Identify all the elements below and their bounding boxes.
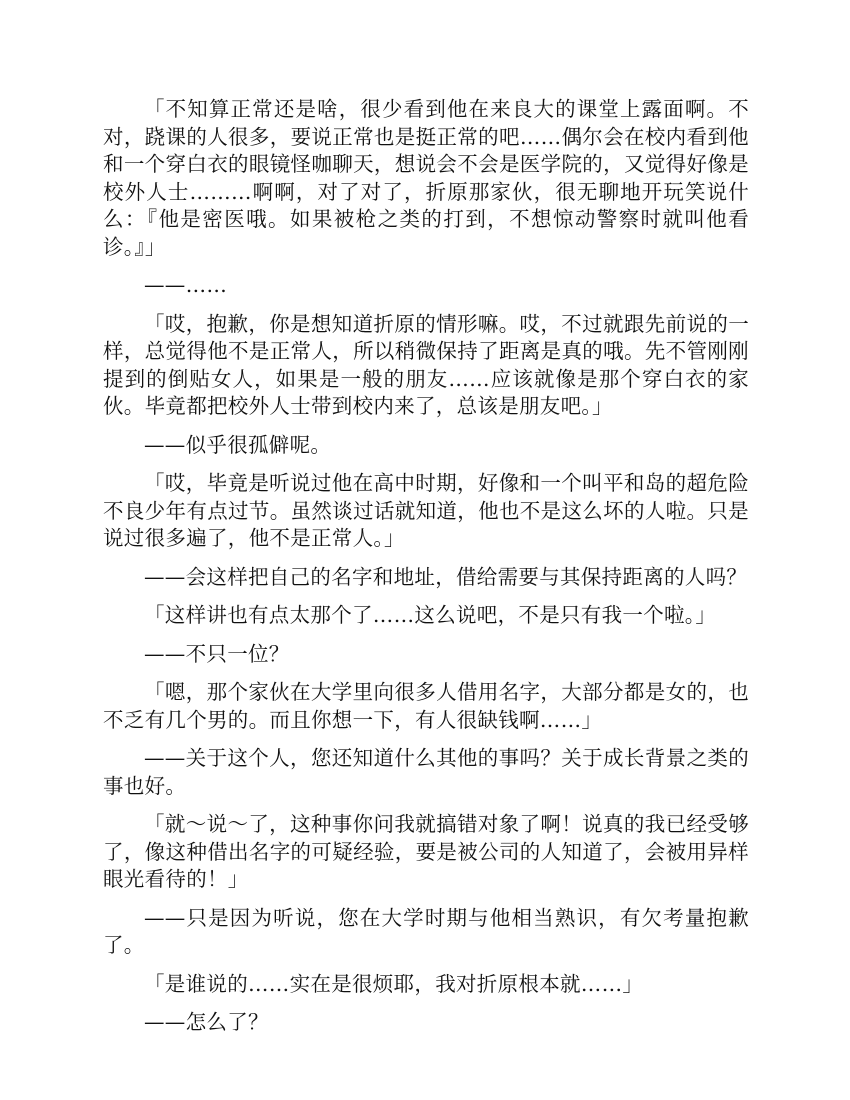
- paragraph: 「不知算正常还是啥，很少看到他在来良大的课堂上露面啊。不对，跷课的人很多，要说正常也是挺正常的吧……偶尔会在校内看到他和一个穿白衣的眼镜怪咖聊天，想说会不会是医学院的，又觉得好像是校外人士………啊啊，对了对了，折原那家伙，很无聊地开玩笑说什么：『他是密医哦。如果被枪之类的打到，不想惊动警察时就叫他看诊。』」: [103, 97, 749, 259]
- paragraph: ——只是因为听说，您在大学时期与他相当熟识，有欠考量抱歉了。: [103, 905, 749, 957]
- paragraph: ——怎么了？: [144, 1010, 269, 1034]
- paragraph: 「这样讲也有点太那个了……这么说吧，不是只有我一个啦。」: [144, 603, 717, 627]
- paragraph: ——会这样把自己的名字和地址，借给需要与其保持距离的人吗？: [144, 564, 748, 589]
- text-body: [103, 96, 749, 1048]
- paragraph: ——……: [144, 273, 228, 297]
- paragraph: ——关于这个人，您还知道什么其他的事吗？关于成长背景之类的事也好。: [103, 746, 749, 798]
- paragraph: ——似乎很孤僻呢。: [144, 432, 332, 457]
- paragraph: 「哎，抱歉，你是想知道折原的情形嘛。哎，不过就跟先前说的一样，总觉得他不是正常人，所以稍微保持了距离是真的哦。先不管刚刚提到的倒贴女人，如果是一般的朋友……应该就像是那个穿白衣的家伙。毕竟都把校外人士带到校内来了，总该是朋友吧。」: [103, 311, 749, 418]
- paragraph: 「就～说～了，这种事你问我就搞错对象了啊！说真的我已经受够了，像这种借出名字的可疑经验，要是被公司的人知道了，会被用异样眼光看待的！」: [103, 812, 749, 891]
- paragraph: ——不只一位？: [144, 641, 290, 666]
- paragraph: 「哎，毕竟是听说过他在高中时期，好像和一个叫平和岛的超危险不良少年有点过节。虽然谈过话就知道，他也不是这么坏的人啦。只是说过很多遍了，他不是正常人。」: [103, 471, 749, 550]
- paragraph: 「嗯，那个家伙在大学里向很多人借用名字，大部分都是女的，也不乏有几个男的。而且你想一下，有人很缺钱啊……」: [103, 680, 749, 732]
- paragraph: 「是谁说的……实在是很烦耶，我对折原根本就……」: [144, 971, 644, 996]
